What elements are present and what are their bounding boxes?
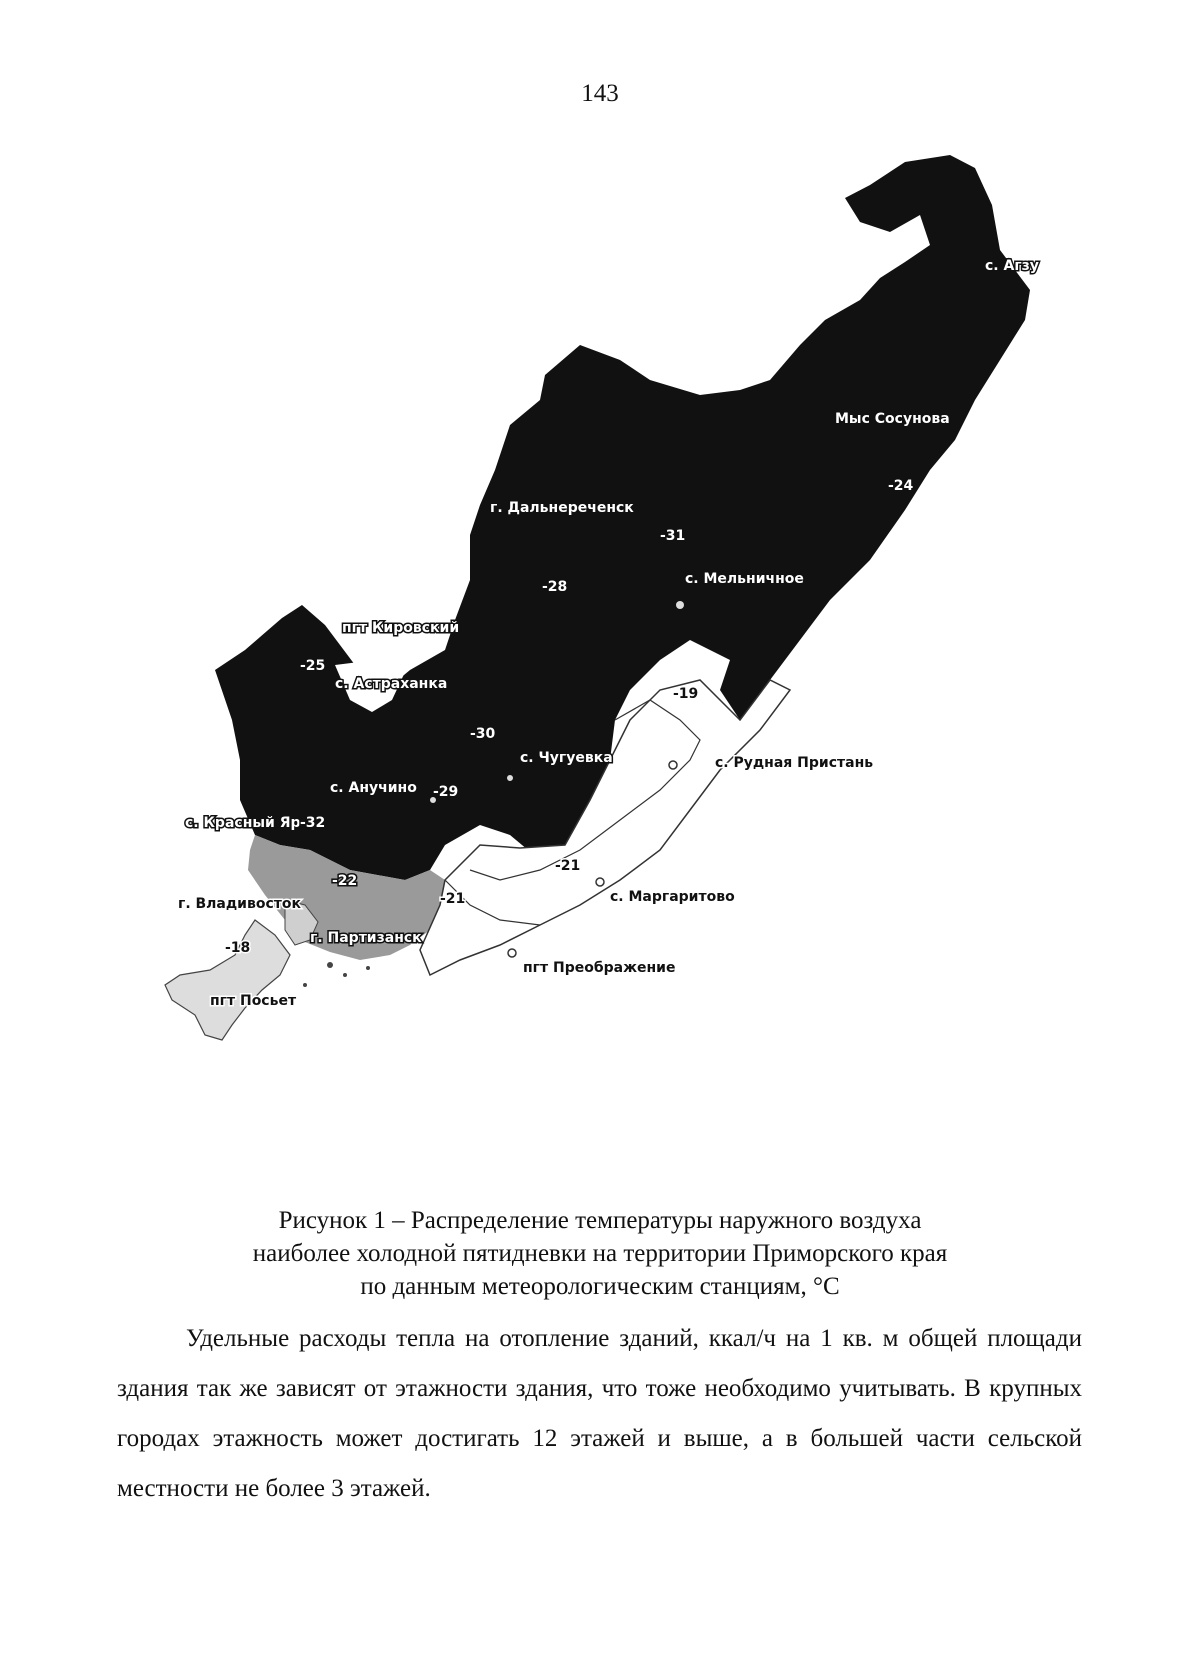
caption-line: Рисунок 1 – Распределение температуры наружного воздуха <box>278 1207 922 1234</box>
island <box>343 973 347 977</box>
place-label-melnichnoe: с. Мельничное <box>685 571 804 587</box>
place-label-vladivostok: г. Владивосток <box>178 896 302 912</box>
place-label-astrakhanka: с. Астраханка <box>335 676 448 692</box>
place-label-posyet: пгт Посьет <box>210 993 297 1009</box>
island <box>327 962 333 968</box>
temperature-label: -18 <box>225 940 251 956</box>
temperature-label: -21 <box>555 858 581 874</box>
place-label-agzu: с. Агзу <box>985 258 1039 274</box>
figure-caption <box>0 1204 1200 1303</box>
caption-line: наиболее холодной пятидневки на территории Приморского края <box>252 1240 948 1267</box>
station-marker <box>676 601 684 609</box>
place-label-preobrazhenie: пгт Преображение <box>523 960 676 976</box>
temperature-label: -22 <box>332 873 358 889</box>
posyet-peninsula <box>165 920 290 1040</box>
temperature-label: -32 <box>300 815 326 831</box>
temperature-label: -29 <box>433 784 459 800</box>
station-marker <box>508 949 516 957</box>
place-label-partizansk: г. Партизанск <box>310 930 422 946</box>
place-label-mys-sosunova: Мыс Сосунова <box>835 411 950 427</box>
temperature-label: -19 <box>673 686 699 702</box>
place-label-anuchino: с. Анучино <box>330 780 417 796</box>
station-marker <box>507 775 513 781</box>
temperature-label: -25 <box>300 658 326 674</box>
place-label-margaritovo: с. Маргаритово <box>610 889 735 905</box>
place-label-krasny-yar: с. Красный Яр <box>185 815 301 831</box>
island <box>366 966 370 970</box>
temperature-label: -28 <box>542 579 568 595</box>
place-label-kirovsky: пгт Кировский <box>342 620 460 636</box>
island <box>303 983 307 987</box>
caption-line: по данным метеорологическим станциям, °С <box>360 1273 840 1300</box>
paragraph: Удельные расходы тепла на отопление зданий, ккал/ч на 1 кв. м общей площади здания так же зависят от этажности здания, что тоже необходимо учитывать. В крупных городах этажность может достигать 12 этажей и выше, а в большей части сельской местности не более 3 этажей. <box>117 1325 1082 1502</box>
temperature-label: -31 <box>660 528 686 544</box>
place-label-rudnaya-pristan: с. Рудная Пристань <box>715 755 874 771</box>
body-text <box>117 1314 1082 1514</box>
temperature-label: -30 <box>470 726 496 742</box>
place-label-chuguevka: с. Чугуевка <box>520 750 613 766</box>
place-label-dalnerechensk: г. Дальнереченск <box>490 500 634 516</box>
page-number: 143 <box>581 80 619 107</box>
temperature-label: -24 <box>888 478 914 494</box>
temperature-label: -21 <box>440 891 466 907</box>
